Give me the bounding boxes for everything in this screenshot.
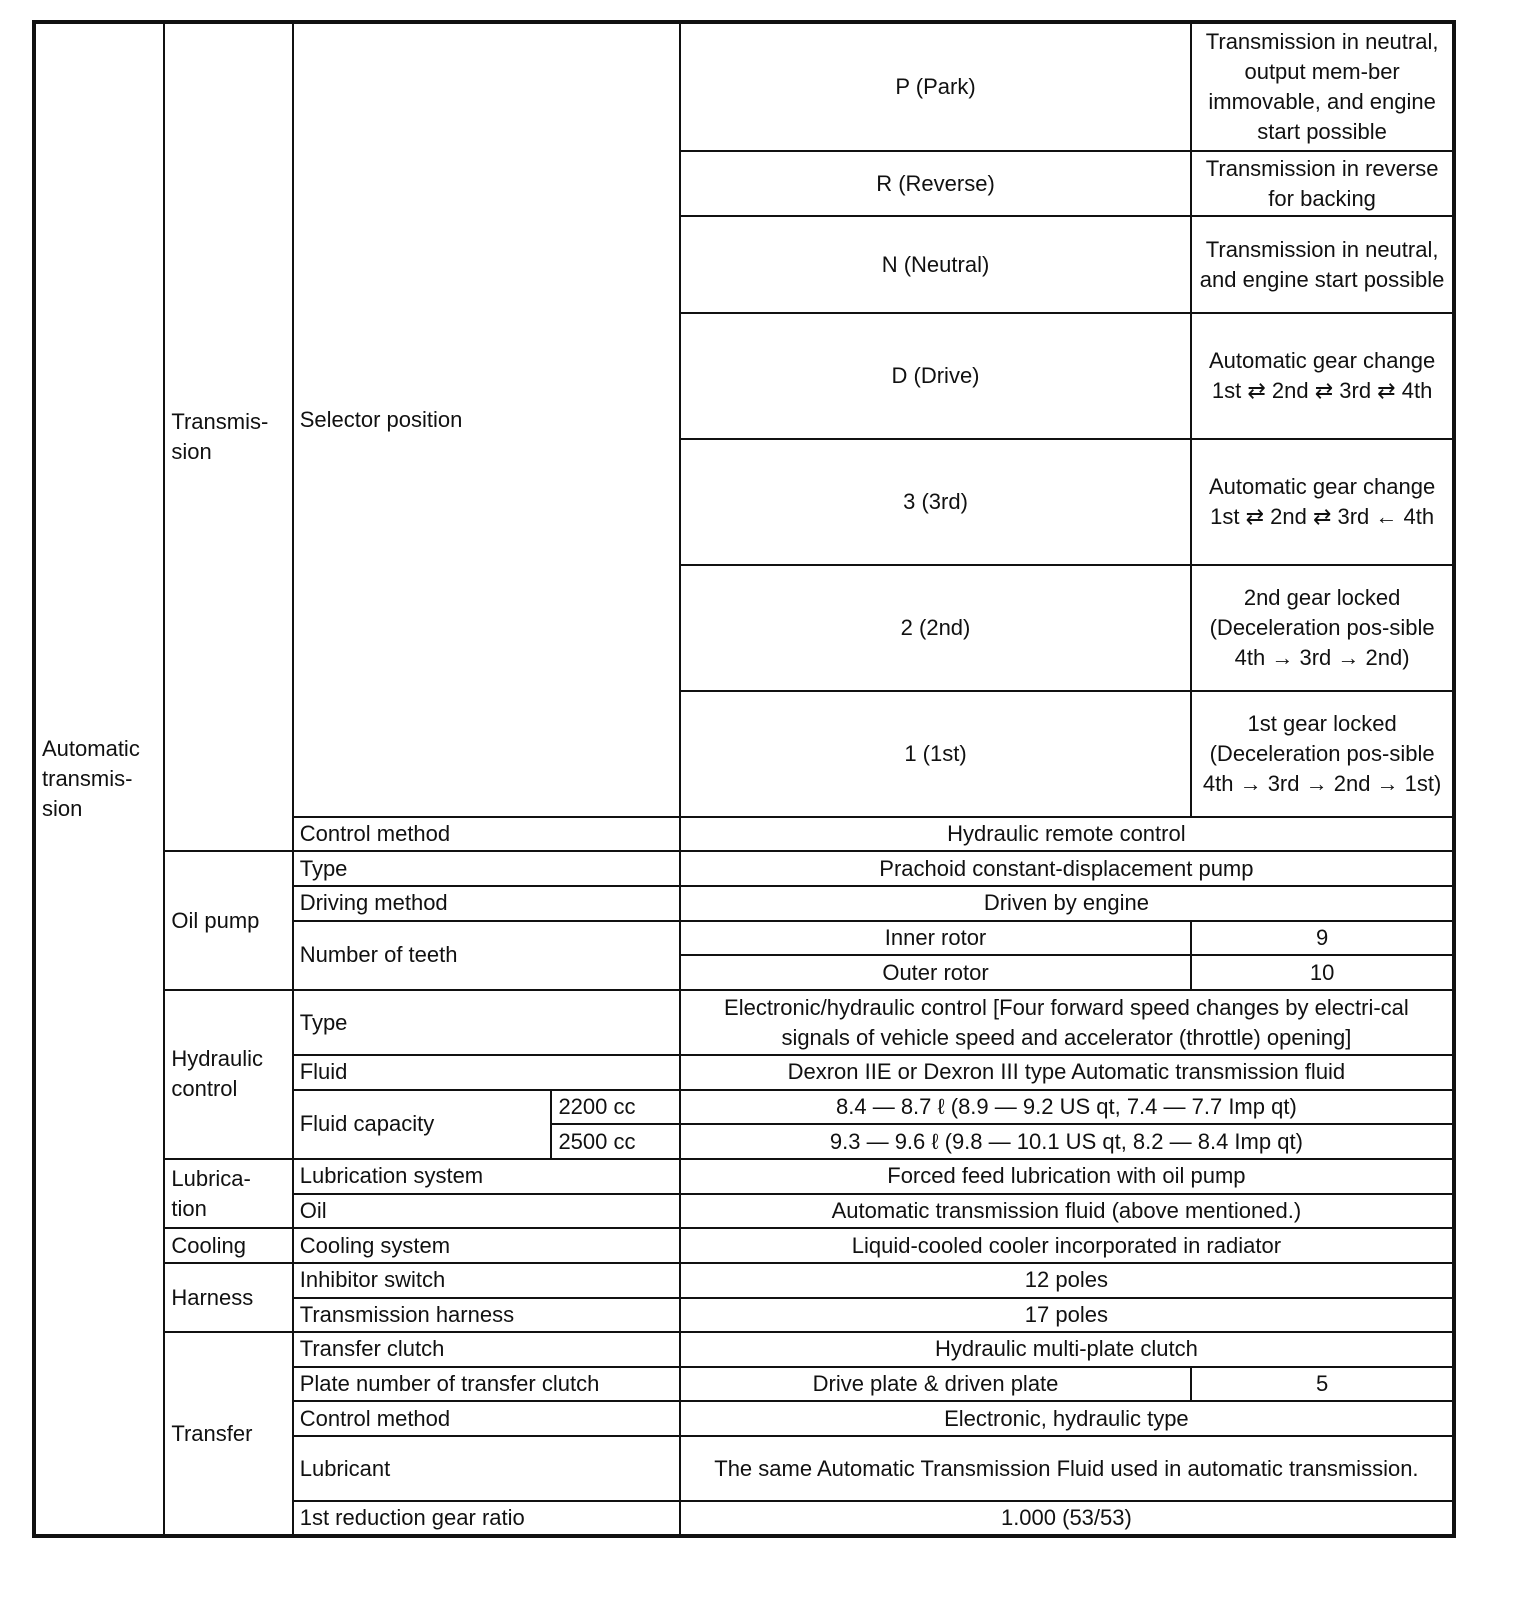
transmission-harness-value: 17 poles [680,1298,1454,1333]
table-row [34,990,1454,1055]
inhibitor-switch-label: Inhibitor switch [293,1263,680,1298]
position-desc: Transmission in reverse for backing [1191,151,1454,216]
outer-rotor-label: Outer rotor [680,955,1191,990]
position-desc: Transmission in neutral, output mem-ber immovable, and engine start possible [1191,22,1454,151]
main-section-label: Automatic transmis-sion [34,22,164,1536]
position-desc: 1st gear locked (Deceleration pos-sible 4th → 3rd → 2nd → 1st) [1191,691,1454,817]
plate-sub-label: Drive plate & driven plate [680,1367,1191,1402]
outer-rotor-value: 10 [1191,955,1454,990]
hydraulic-type-label: Type [293,990,680,1055]
plate-number-value: 5 [1191,1367,1454,1402]
reduction-ratio-label: 1st reduction gear ratio [293,1501,680,1536]
fluid-label: Fluid [293,1055,680,1090]
position-desc: Transmission in neutral, and engine start possible [1191,216,1454,313]
lubrication-system-label: Lubrication system [293,1159,680,1194]
position-desc: Automatic gear change 1st ⇄ 2nd ⇄ 3rd ⇄ 4th [1191,313,1454,439]
capacity-2500-label: 2500 cc [551,1124,679,1159]
transfer-label: Transfer [164,1332,292,1536]
table-row [34,851,1454,886]
table-row [34,1159,1454,1194]
spec-table [32,20,1456,1538]
fluid-capacity-label: Fluid capacity [293,1090,552,1159]
capacity-2200-value: 8.4 — 8.7 ℓ (8.9 — 9.2 US qt, 7.4 — 7.7 Imp qt) [680,1090,1454,1125]
oil-value: Automatic transmission fluid (above mentioned.) [680,1194,1454,1229]
oil-label: Oil [293,1194,680,1229]
transfer-clutch-label: Transfer clutch [293,1332,680,1367]
oil-pump-label: Oil pump [164,851,292,990]
transmission-harness-label: Transmission harness [293,1298,680,1333]
harness-label: Harness [164,1263,292,1332]
inhibitor-switch-value: 12 poles [680,1263,1454,1298]
cooling-system-value: Liquid-cooled cooler incorporated in radiator [680,1228,1454,1263]
capacity-2500-value: 9.3 — 9.6 ℓ (9.8 — 10.1 US qt, 8.2 — 8.4 Imp qt) [680,1124,1454,1159]
table-row [34,1263,1454,1298]
hydraulic-control-label: Hydraulic control [164,990,292,1159]
transfer-control-value: Electronic, hydraulic type [680,1401,1454,1436]
reduction-ratio-value: 1.000 (53/53) [680,1501,1454,1536]
oil-pump-type-value: Prachoid constant-displacement pump [680,851,1454,886]
plate-number-label: Plate number of transfer clutch [293,1367,680,1402]
fluid-value: Dexron IIE or Dexron III type Automatic transmission fluid [680,1055,1454,1090]
position-name: 3 (3rd) [680,439,1191,565]
control-method-value: Hydraulic remote control [680,817,1454,852]
lubricant-value: The same Automatic Transmission Fluid used in automatic transmission. [680,1436,1454,1501]
transfer-control-label: Control method [293,1401,680,1436]
position-name: P (Park) [680,22,1191,151]
hydraulic-type-value: Electronic/hydraulic control [Four forward speed changes by electri-cal signals of vehicle speed and accelerator (throttle) opening] [680,990,1454,1055]
position-desc: 2nd gear locked (Deceleration pos-sible 4th → 3rd → 2nd) [1191,565,1454,691]
transmission-label: Transmis-sion [164,22,292,851]
cooling-system-label: Cooling system [293,1228,680,1263]
position-name: D (Drive) [680,313,1191,439]
number-of-teeth-label: Number of teeth [293,921,680,990]
position-name: R (Reverse) [680,151,1191,216]
transfer-clutch-value: Hydraulic multi-plate clutch [680,1332,1454,1367]
driving-method-label: Driving method [293,886,680,921]
driving-method-value: Driven by engine [680,886,1454,921]
oil-pump-type-label: Type [293,851,680,886]
selector-position-label: Selector position [293,22,680,817]
table-row [34,1332,1454,1367]
table-row [34,1228,1454,1263]
position-name: N (Neutral) [680,216,1191,313]
position-name: 1 (1st) [680,691,1191,817]
position-name: 2 (2nd) [680,565,1191,691]
lubricant-label: Lubricant [293,1436,680,1501]
position-desc: Automatic gear change 1st ⇄ 2nd ⇄ 3rd ← 4th [1191,439,1454,565]
cooling-label: Cooling [164,1228,292,1263]
lubrication-label: Lubrica-tion [164,1159,292,1228]
control-method-label: Control method [293,817,680,852]
lubrication-system-value: Forced feed lubrication with oil pump [680,1159,1454,1194]
table-row [34,22,1454,151]
capacity-2200-label: 2200 cc [551,1090,679,1125]
inner-rotor-label: Inner rotor [680,921,1191,956]
inner-rotor-value: 9 [1191,921,1454,956]
